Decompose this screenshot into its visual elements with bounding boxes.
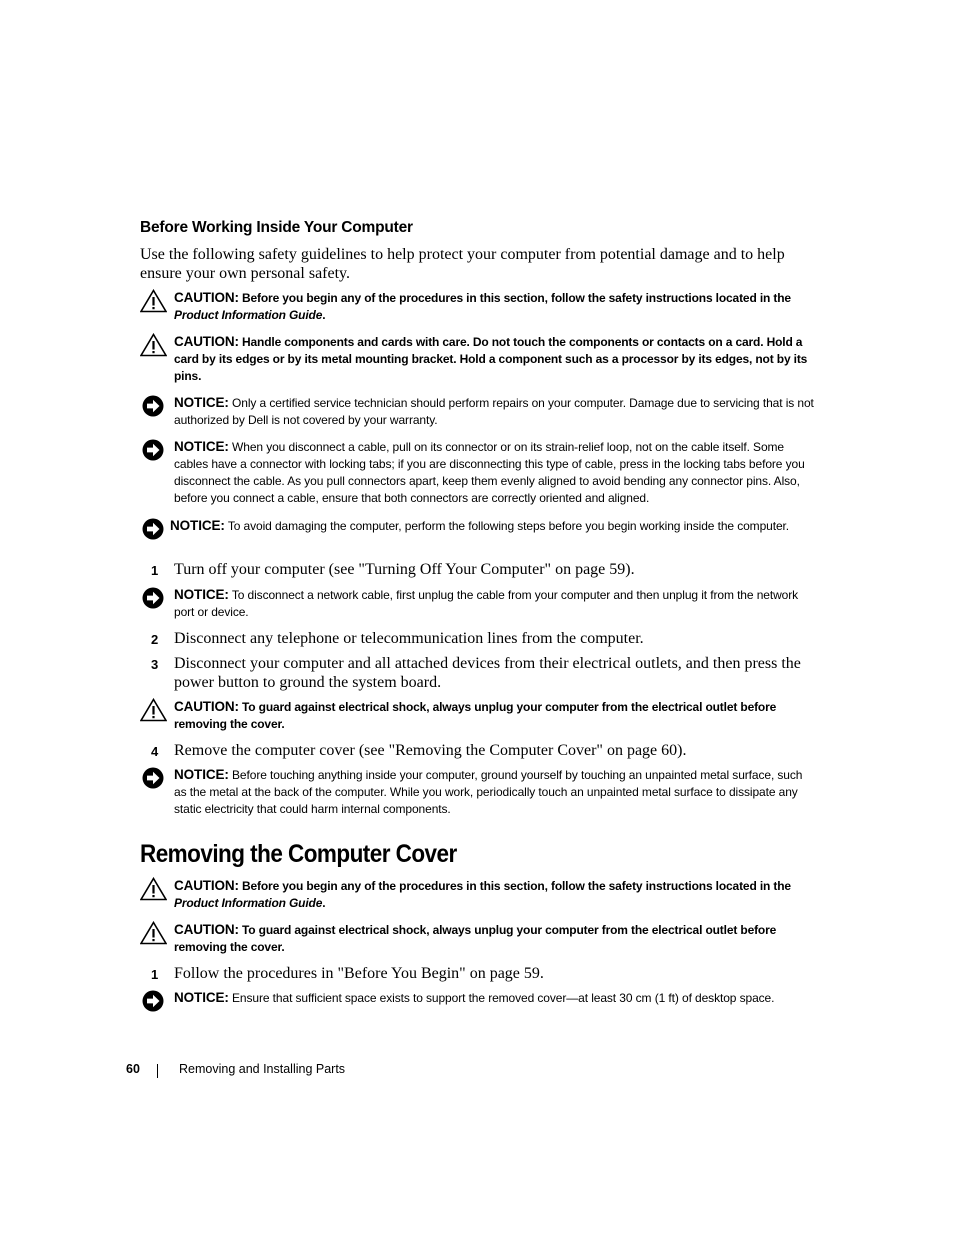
notice-arrow-icon — [142, 438, 166, 462]
warning-triangle-icon — [140, 333, 167, 357]
notice-text: To avoid damaging the computer, perform the following steps before you begin working inside the computer. — [227, 519, 789, 533]
page-heading: Removing the Computer Cover — [140, 840, 457, 868]
chapter-title: Removing and Installing Parts — [179, 1062, 346, 1076]
notice-arrow-icon — [142, 989, 166, 1013]
caution-label: CAUTION: — [174, 878, 239, 893]
step-number: 1 — [151, 563, 159, 578]
notice-text: Ensure that sufficient space exists to support the removed cover—at least 30 cm (1 ft) of desktop space. — [232, 991, 775, 1005]
caution-label: CAUTION: — [174, 334, 239, 349]
caution-block: CAUTION: Before you begin any of the procedures in this section, follow the safety instructions located in the Product Information Guide. — [140, 877, 814, 912]
caution-block — [140, 698, 814, 733]
notice-arrow-icon — [142, 766, 166, 790]
guide-title: Product Information Guide — [174, 308, 323, 322]
step-item — [140, 561, 812, 580]
notice-label: NOTICE: — [174, 767, 229, 782]
notice-arrow-icon — [142, 394, 166, 418]
warning-triangle-icon — [140, 877, 167, 901]
guide-title: Product Information Guide — [174, 896, 323, 910]
caution-text: Before you begin any of the procedures in this section, follow the safety instructions located in the — [241, 291, 791, 305]
step-number: 4 — [151, 744, 159, 759]
step-item — [140, 742, 812, 761]
caution-block — [140, 333, 814, 385]
notice-block — [140, 586, 814, 621]
step-text: Follow the procedures in "Before You Begin" on page 59. — [174, 965, 544, 982]
caution-text: To guard against electrical shock, always unplug your computer from the electrical outlet before removing the cover. — [174, 923, 777, 954]
notice-block — [140, 438, 814, 507]
footer-divider — [157, 1064, 158, 1078]
step-number: 2 — [151, 632, 159, 647]
notice-text: Only a certified service technician should perform repairs on your computer. Damage due to servicing that is not authorized by Dell is not covered by your warranty. — [174, 396, 814, 427]
notice-block — [140, 517, 814, 535]
warning-triangle-icon — [140, 921, 167, 945]
notice-label: NOTICE: — [174, 439, 229, 454]
caution-block — [140, 921, 814, 956]
section-title: Before Working Inside Your Computer — [140, 219, 413, 236]
notice-label: NOTICE: — [174, 587, 229, 602]
notice-arrow-icon — [142, 517, 166, 541]
notice-label: NOTICE: — [174, 395, 229, 410]
step-number: 1 — [151, 967, 159, 982]
notice-text: To disconnect a network cable, first unplug the cable from your computer and then unplug it from the network port or device. — [174, 588, 799, 619]
caution-text: To guard against electrical shock, always unplug your computer from the electrical outlet before removing the cover. — [174, 700, 777, 731]
caution-label: CAUTION: — [174, 290, 239, 305]
notice-label: NOTICE: — [170, 518, 225, 533]
caution-label: CAUTION: — [174, 699, 239, 714]
step-item — [140, 655, 812, 692]
step-text: Disconnect any telephone or telecommunication lines from the computer. — [174, 630, 644, 647]
caution-block: CAUTION: Before you begin any of the procedures in this section, follow the safety instructions located in the Product Information Guide. — [140, 289, 814, 324]
step-text: Turn off your computer (see "Turning Off Your Computer" on page 59). — [174, 561, 635, 578]
intro-paragraph: Use the following safety guidelines to help protect your computer from potential damage and to help ensure your own personal safety. — [140, 246, 785, 282]
step-item — [140, 965, 812, 984]
notice-text: When you disconnect a cable, pull on its connector or on its strain-relief loop, not on the cable itself. Some cables have a connector with locking tabs; if you are disconnecting this type of cable, press in the locking tabs before you disconnect the cable. As you pull connectors apart, keep them evenly aligned to avoid bending any connector pins. Also, before you connect a cable, ensure that both connectors are correctly oriented and aligned. — [174, 440, 805, 505]
step-text: Remove the computer cover (see "Removing the Computer Cover" on page 60). — [174, 742, 687, 759]
caution-text: Before you begin any of the procedures in this section, follow the safety instructions located in the — [241, 879, 791, 893]
notice-block — [140, 766, 814, 818]
warning-triangle-icon — [140, 289, 167, 313]
step-number: 3 — [151, 657, 159, 672]
notice-block — [140, 394, 814, 429]
page-number: 60 — [126, 1062, 140, 1076]
warning-triangle-icon — [140, 698, 167, 722]
notice-text: Before touching anything inside your computer, ground yourself by touching an unpainted metal surface, such as the metal at the back of the computer. While you work, periodically touch an unpainted metal surface to dissipate any static electricity that could harm internal components. — [174, 768, 803, 816]
notice-block — [140, 989, 814, 1007]
step-text: Disconnect your computer and all attached devices from their electrical outlets, and then press the power button to ground the system board. — [174, 655, 801, 691]
caution-label: CAUTION: — [174, 922, 239, 937]
step-item — [140, 630, 812, 649]
notice-label: NOTICE: — [174, 990, 229, 1005]
notice-arrow-icon — [142, 586, 166, 610]
caution-text: Handle components and cards with care. Do not touch the components or contacts on a card. Hold a card by its edges or by its metal mounting bracket. Hold a component such as a processor by its edges, not by its pins. — [174, 335, 808, 383]
